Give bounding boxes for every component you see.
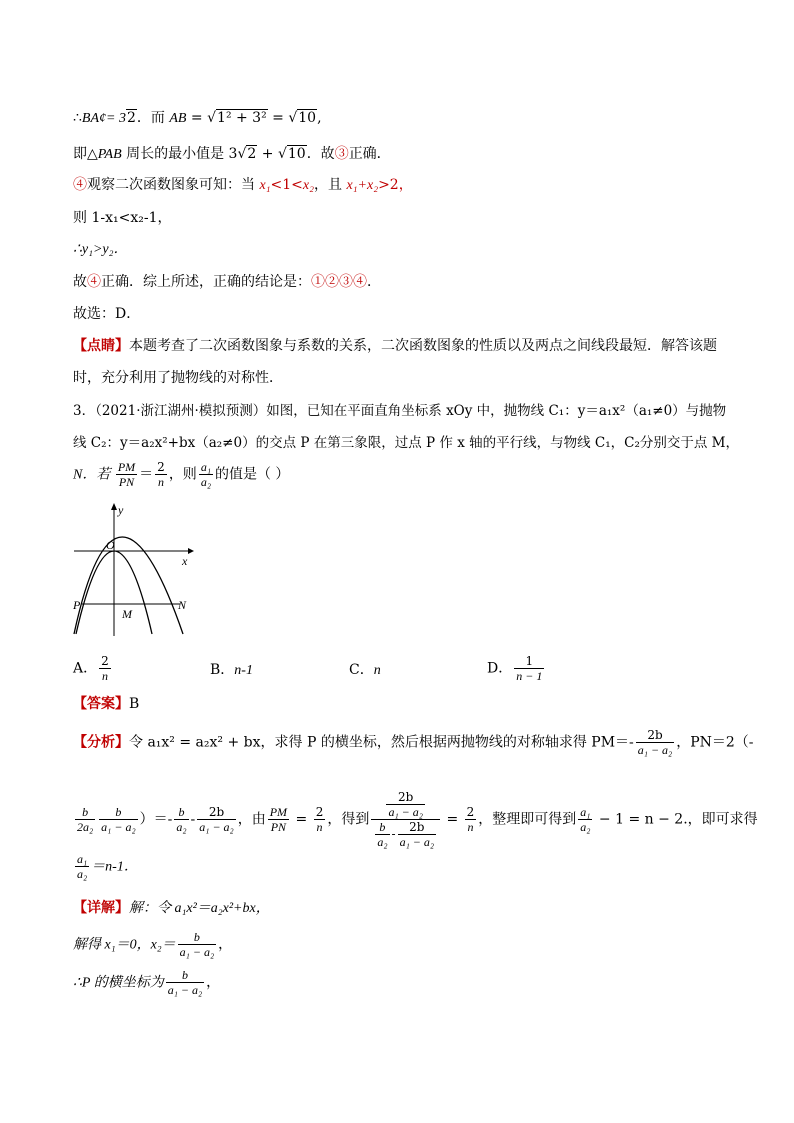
sqrt-2: 2 bbox=[247, 146, 257, 162]
frac-num: 2 bbox=[101, 654, 109, 668]
frac-num: b bbox=[75, 805, 95, 820]
circled-3: ③ bbox=[334, 146, 349, 162]
frac-num: b bbox=[174, 805, 188, 820]
frac-num: 1 bbox=[514, 654, 544, 669]
frac-num: b bbox=[166, 968, 204, 983]
text: 正确． bbox=[348, 146, 391, 162]
option-d[interactable] bbox=[487, 654, 546, 683]
frac-den: a₁ − a₂ bbox=[101, 820, 136, 834]
circled-4: ④ bbox=[87, 274, 101, 290]
solution-line-3 bbox=[73, 175, 413, 196]
plus: + bbox=[257, 146, 278, 162]
frac-den: a₁ − a₂ bbox=[388, 805, 423, 819]
circled-4: ④ bbox=[73, 177, 87, 193]
solution-line-1: ∴BA¢= 32．而 AB = √1² + 3² = √10, bbox=[73, 110, 322, 126]
sqrt-sum: 1² + 3² bbox=[217, 110, 267, 126]
label-x: x bbox=[182, 554, 188, 568]
frac-den: n bbox=[157, 475, 164, 489]
equals: = bbox=[267, 110, 289, 126]
equals: = bbox=[442, 811, 463, 828]
text: 故 bbox=[73, 274, 87, 290]
text: ，整理即可得到 bbox=[478, 811, 577, 828]
var-x2: x₂ bbox=[302, 178, 315, 193]
answer-line bbox=[73, 694, 139, 714]
text: ，则 bbox=[168, 466, 197, 483]
frac-den: a₂ bbox=[200, 475, 211, 489]
frac-den: PN bbox=[118, 475, 135, 489]
text: ，由 bbox=[237, 811, 266, 828]
y-axis-arrow bbox=[111, 503, 117, 510]
text: ＝n-1． bbox=[91, 859, 138, 875]
frac-den: n bbox=[467, 820, 474, 834]
sqrt-10: 10 bbox=[287, 146, 306, 162]
detail-line-1 bbox=[73, 898, 270, 919]
equals: = bbox=[186, 110, 208, 126]
text: N．若 bbox=[73, 467, 114, 483]
frac-den: a₁ − a₂ bbox=[167, 983, 203, 997]
text: 解得 x₁＝0，x₂＝ bbox=[73, 937, 176, 953]
detail-tag: 【详解】 bbox=[73, 900, 129, 916]
therefore-symbol: ∴ bbox=[73, 110, 82, 126]
text: ． bbox=[367, 274, 381, 290]
frac-den: a₁ − a₂ bbox=[179, 945, 215, 959]
text: ，PN＝2（- bbox=[676, 734, 754, 751]
analysis-line-3 bbox=[73, 852, 138, 881]
frac-num: 2b bbox=[386, 790, 424, 805]
text: 令 a₁x² = a₂x² + bx，求得 P 的横坐标，然后根据两抛物线的对称轴求得 PM＝- bbox=[129, 734, 634, 751]
text: 周长的最小值是 3 bbox=[121, 146, 238, 162]
frac-den: n bbox=[316, 820, 323, 834]
inequality: <1< bbox=[270, 177, 303, 193]
frac-num: PM bbox=[117, 460, 136, 474]
sqrt-10: 10 bbox=[298, 110, 317, 126]
frac-num: 2 bbox=[466, 805, 475, 819]
text: ）＝- bbox=[139, 811, 173, 828]
answer-value: B bbox=[129, 696, 140, 712]
option-c-value: n bbox=[373, 663, 381, 678]
text: 正确．综上所述，正确的结论是： bbox=[101, 274, 311, 290]
question-line-1: 3．（2021·浙江湖州·模拟预测）如图，已知在平面直角坐标系 xOy 中，抛物线 C₁：y＝a₁x²（a₁≠0）与抛物 bbox=[73, 403, 727, 419]
text: ，得到 bbox=[327, 811, 370, 828]
frac-num: 2b bbox=[197, 805, 235, 820]
text: 本题考查了二次函数图象与系数的关系，二次函数图象的性质以及两点之间线段最短．解答该题 bbox=[129, 338, 717, 354]
option-c[interactable] bbox=[349, 660, 381, 681]
frac-den: n bbox=[101, 669, 108, 683]
option-b[interactable] bbox=[210, 660, 253, 681]
frac-num: 2b bbox=[398, 820, 436, 835]
solution-line-6 bbox=[73, 272, 381, 292]
text: ∴P 的横坐标为 bbox=[73, 975, 164, 991]
text: ，且 bbox=[314, 177, 347, 193]
label-m: M bbox=[122, 607, 132, 621]
frac-num: a₁ bbox=[77, 852, 88, 866]
frac-num: PM bbox=[269, 805, 288, 819]
detail-line-2 bbox=[73, 930, 232, 959]
frac-den: a₁ − a₂ bbox=[637, 743, 673, 757]
text: 的值是（ ） bbox=[214, 466, 290, 483]
var-x1: x₁ bbox=[259, 178, 271, 193]
frac-den: n − 1 bbox=[516, 669, 543, 683]
sqrt-2: 2 bbox=[126, 110, 136, 126]
frac-den: a₁ − a₂ bbox=[399, 835, 435, 849]
frac-den: PN bbox=[270, 820, 287, 834]
analysis-line-2 bbox=[73, 790, 758, 849]
analysis-line-1 bbox=[73, 728, 754, 757]
x-axis-arrow bbox=[188, 548, 194, 554]
frac-num: 2b bbox=[636, 728, 674, 743]
question-line-2: 线 C₂：y＝a₂x²+bx（a₂≠0）的交点 P 在第三象限，过点 P 作 x 轴的平行线，与物线 C₁，C₂分别交于点 M， bbox=[73, 435, 739, 451]
option-c-label: C． bbox=[349, 662, 374, 678]
text: 即△ bbox=[73, 146, 98, 162]
text: - bbox=[190, 811, 196, 828]
label-p: P bbox=[73, 598, 81, 612]
text: 观察二次函数图象可知：当 bbox=[87, 177, 260, 193]
option-a[interactable] bbox=[73, 654, 113, 683]
frac-den: a₂ bbox=[176, 820, 187, 834]
sum-x: x₁+x₂ bbox=[346, 178, 379, 193]
option-a-label: A． bbox=[73, 660, 98, 677]
equals: ＝ bbox=[139, 466, 154, 483]
detail-line-3 bbox=[73, 968, 220, 997]
comma: , bbox=[317, 110, 322, 126]
label-o: O bbox=[106, 538, 115, 552]
expr-ab: AB bbox=[169, 111, 187, 126]
comment-line-2: 时，充分利用了抛物线的对称性． bbox=[73, 370, 283, 386]
frac-num: a₁ bbox=[580, 805, 591, 819]
option-b-value: n-1 bbox=[234, 663, 253, 678]
frac-num: 2 bbox=[315, 805, 324, 819]
option-b-label: B． bbox=[210, 662, 235, 678]
solution-line-5: ∴y₁>y₂． bbox=[73, 242, 128, 257]
solution-line-7: 故选：D． bbox=[73, 306, 141, 322]
compound-fraction: $\frac{2b}{\text{a₁ − a₂}}$ $\frac{b}{\text{a₂}}$ - $\frac{2b}{\text{a₁ − a₂}}$ bbox=[371, 790, 440, 849]
text: ．故 bbox=[306, 146, 335, 162]
text: 解：令 a₁x²＝a₂x²+bx， bbox=[129, 901, 270, 916]
question-line-3 bbox=[73, 460, 289, 489]
frac-den: 2a₂ bbox=[77, 820, 94, 834]
comment-tag: 【点睛】 bbox=[73, 338, 129, 354]
answer-tag: 【答案】 bbox=[73, 696, 129, 712]
inequality: >2， bbox=[378, 177, 413, 193]
frac-num: b bbox=[375, 820, 389, 835]
equals: = bbox=[291, 811, 312, 828]
option-d-label: D． bbox=[487, 660, 513, 677]
solution-line-4: 则 1-x₁<x₂-1， bbox=[73, 210, 172, 226]
circled-list: ①②③④ bbox=[311, 274, 367, 290]
analysis-tag: 【分析】 bbox=[73, 734, 129, 751]
parabola-graph bbox=[70, 500, 200, 640]
frac-den: a₁ − a₂ bbox=[199, 820, 234, 834]
text: ．而 bbox=[136, 110, 170, 126]
solution-line-2: 即△PAB 周长的最小值是 3√2 + √10．故③正确． bbox=[73, 146, 391, 162]
frac-num: b bbox=[99, 805, 137, 820]
text: ， bbox=[206, 974, 221, 991]
expr-ba: BA¢= 3 bbox=[81, 111, 126, 126]
frac-den: a₂ bbox=[580, 820, 591, 834]
frac-num: b bbox=[178, 930, 216, 945]
triangle-label: PAB bbox=[97, 147, 122, 162]
text: ， bbox=[218, 936, 233, 953]
frac-den: a₂ bbox=[377, 835, 388, 849]
frac-num: 2 bbox=[157, 460, 165, 474]
text: − 1 = n − 2.，即可求得 bbox=[594, 811, 758, 828]
frac-den: a₂ bbox=[77, 867, 88, 881]
label-y: y bbox=[118, 503, 124, 517]
comment-line-1 bbox=[73, 336, 717, 356]
label-n: N bbox=[178, 598, 187, 612]
frac-num: a₁ bbox=[200, 460, 211, 474]
